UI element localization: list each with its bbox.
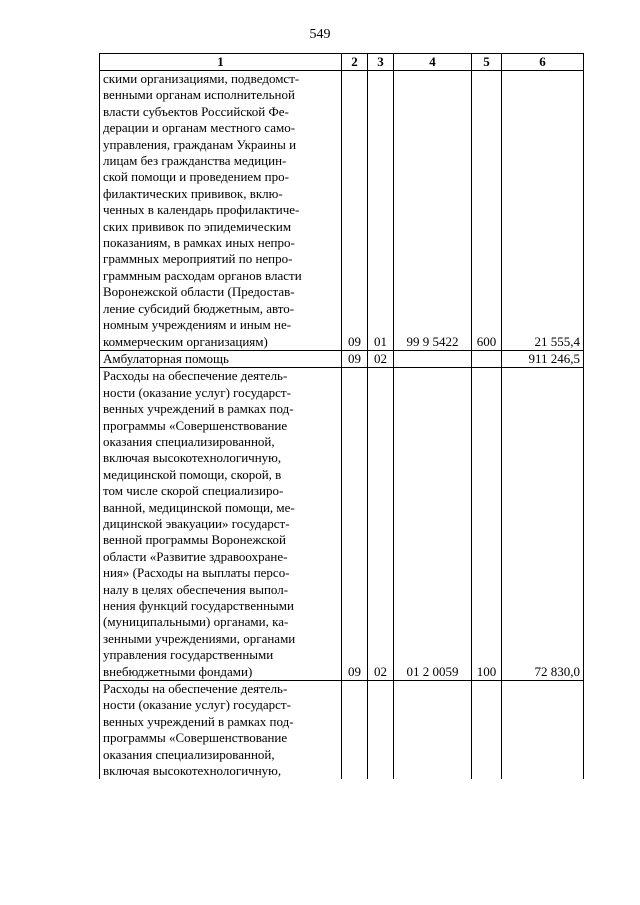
row-section: [342, 681, 368, 780]
row-target-code: [394, 681, 472, 780]
header-col-3: 3: [368, 54, 394, 71]
row-amount: [502, 681, 584, 780]
row-expense-type: [472, 350, 502, 367]
table-row: [100, 350, 584, 367]
row-target-code: 99 9 5422: [394, 71, 472, 351]
row-amount: 911 246,5: [502, 350, 584, 367]
header-col-4: 4: [394, 54, 472, 71]
header-col-1: 1: [100, 54, 342, 71]
header-col-5: 5: [472, 54, 502, 71]
row-section: 09: [342, 71, 368, 351]
row-target-code: [394, 350, 472, 367]
table-row: [100, 71, 584, 351]
row-name: Расходы на обеспечение деятель- ности (оказание услуг) государст- венных учреждений в рамках под- программы «Совершенствование оказания специализированной, включая высокотехнологичную,: [100, 681, 342, 780]
header-col-2: 2: [342, 54, 368, 71]
row-name: Расходы на обеспечение деятель- ности (оказание услуг) государст- венных учреждений в рамках под- программы «Совершенствование оказания специализированной, включая высокотехнологичную, медицинской помощи, скорой, в том числе скорой специализиро- ванной, медицинской помощи, ме- дицинской эвакуации» государст- венной программы Воронежской области «Развитие здравоохране- ния» (Расходы на выплаты персо- налу в целях обеспечения выпол- нения функций государственными (муниципальными) органами, ка- зенными учреждениями, органами управления государственными внебюджетными фондами): [100, 368, 342, 681]
row-subsection: [368, 681, 394, 780]
table-row: [100, 681, 584, 780]
row-expense-type: 100: [472, 368, 502, 681]
table-header-row: [100, 54, 584, 71]
row-subsection: 02: [368, 350, 394, 367]
row-section: 09: [342, 368, 368, 681]
row-amount: 72 830,0: [502, 368, 584, 681]
page-number: 549: [309, 27, 331, 42]
budget-table: [99, 53, 584, 779]
row-name: Амбулаторная помощь: [100, 350, 342, 367]
row-amount: 21 555,4: [502, 71, 584, 351]
row-expense-type: [472, 681, 502, 780]
row-expense-type: 600: [472, 71, 502, 351]
row-section: 09: [342, 350, 368, 367]
row-subsection: 02: [368, 368, 394, 681]
row-name: скими организациями, подведомст- венными органам исполнительной власти субъектов Российской Фе- дерации и органам местного само- управления, гражданам Украины и лицам без гражданства медицин- ской помощи и проведением про- филактических прививок, вклю- ченных в календарь профилактиче- ских прививок по эпидемическим показаниям, в рамках иных непро- граммных мероприятий по непро- граммным расходам органов власти Воронежской области (Предостав- ление субсидий бюджетным, авто- номным учреждениям и иным не- коммерческим организациям): [100, 71, 342, 351]
row-subsection: 01: [368, 71, 394, 351]
header-col-6: 6: [502, 54, 584, 71]
row-target-code: 01 2 0059: [394, 368, 472, 681]
table-row: [100, 368, 584, 681]
